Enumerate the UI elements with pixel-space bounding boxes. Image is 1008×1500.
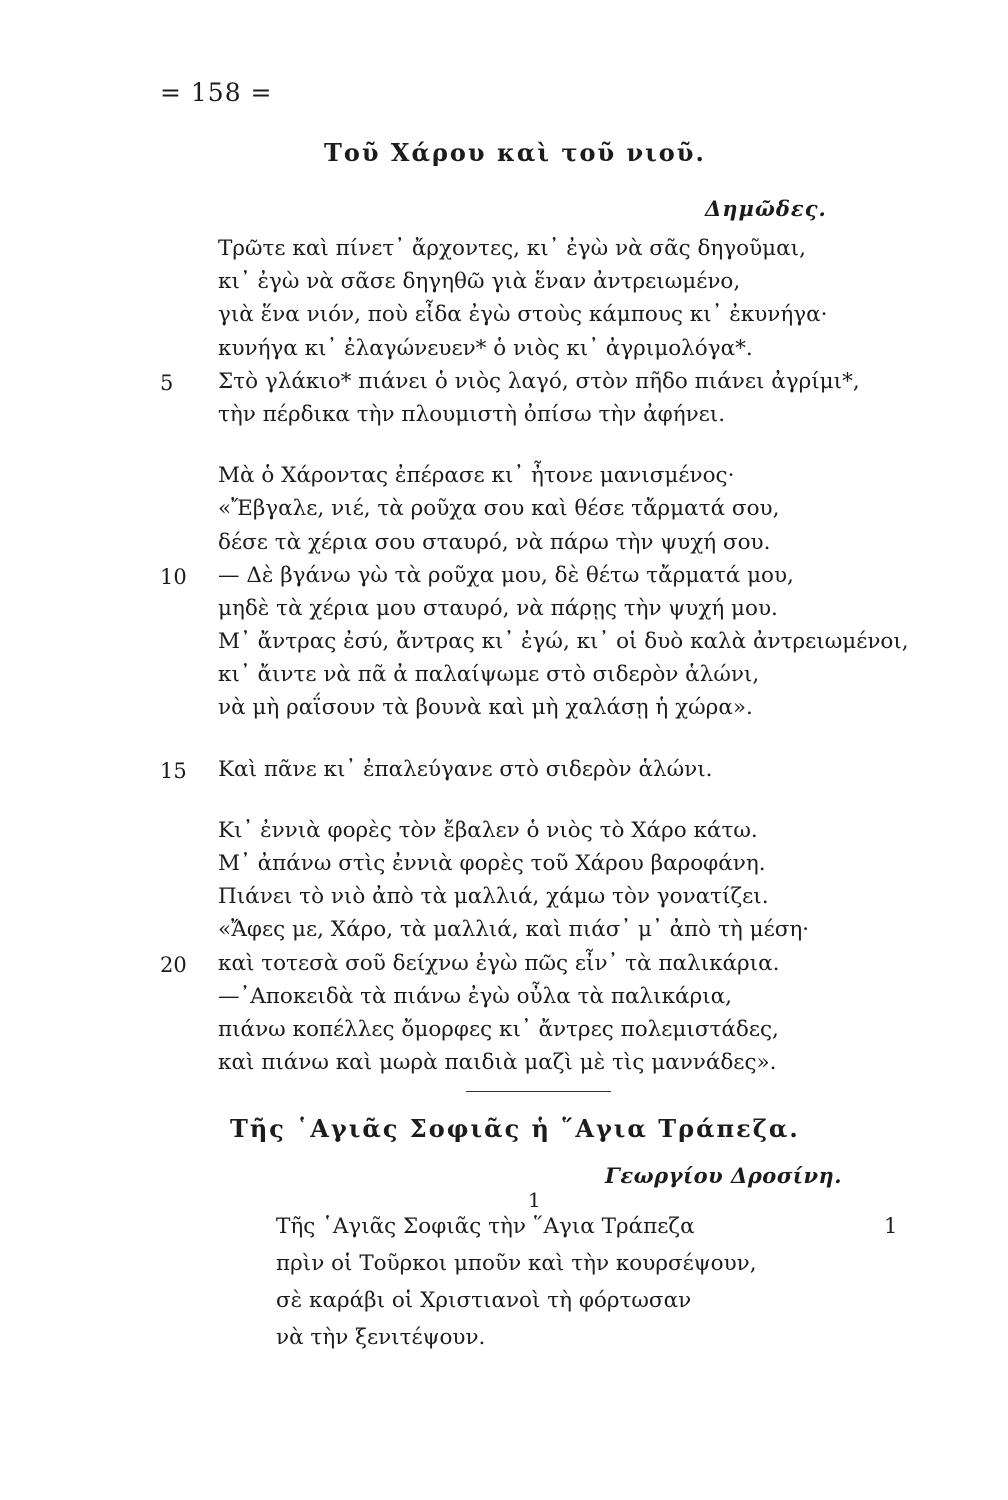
verse-text: πιάνω κοπέλλες ὄμορφες κι᾿ ἄντρες πολεμιστάδες,	[218, 1016, 779, 1042]
verse-text: καὶ πιάνω καὶ μωρὰ παιδιὰ μαζὶ μὲ τὶς μαννάδες».	[218, 1050, 777, 1076]
verse-line	[0, 629, 1008, 662]
verse-text: —᾿Αποκειδὰ τὰ πιάνω ἐγὼ οὖλα τὰ παλικάρια,	[218, 983, 732, 1009]
verse-text: Στὸ γλάκιο* πιάνει ὁ νιὸς λαγό, στὸν πῆδο πιάνει ἀγρίμι*,	[218, 368, 860, 394]
verse-text: Μὰ ὁ Χάροντας ἐπέρασε κι᾿ ἦτονε μανισμένος·	[218, 463, 735, 489]
verse-text: γιὰ ἕνα νιόν, ποὺ εἶδα ἐγὼ στοὺς κάμπους κι᾿ ἐκυνήγα·	[218, 302, 828, 328]
verse-line	[0, 851, 1008, 884]
line-number: 20	[160, 952, 187, 977]
poem-title: Τοῦ Χάρου καὶ τοῦ νιοῦ.	[324, 138, 706, 167]
verse-text: Μ᾿ ἀπάνω στὶς ἐννιὰ φορὲς τοῦ Χάρου βαροφάνη.	[218, 851, 766, 876]
section-divider	[466, 1091, 611, 1092]
verse-line	[0, 236, 1008, 269]
verse-line	[0, 757, 1008, 790]
verse-line	[0, 269, 1008, 302]
verse-text: Τῆς ῾Αγιᾶς Σοφιᾶς τὴν ῞Αγια Τράπεζα	[276, 1214, 695, 1239]
verse-line	[0, 336, 1008, 369]
verse-line	[0, 302, 1008, 335]
verse-text: — Δὲ βγάνω γὼ τὰ ροῦχα μου, δὲ θέτω τἄρματά μου,	[218, 562, 794, 588]
stanza-gap	[0, 729, 1008, 757]
verse-text: τὴν πέρδικα τὴν πλουμιστὴ ὀπίσω τὴν ἀφήνει.	[218, 401, 726, 427]
verse-text: κι᾿ ἄιντε νὰ πᾶ ἀ παλαίψωμε στὸ σιδερὸν ἁλώνι,	[218, 662, 760, 688]
verse-text: σὲ καράβι οἱ Χριστιανοὶ τὴ φόρτωσαν	[276, 1288, 692, 1313]
verse-text: «Ἄφες με, Χάρο, τὰ μαλλιά, καὶ πιάσ᾿ μ᾿ ἀπὸ τὴ μέση·	[218, 917, 810, 943]
verse-line	[0, 662, 1008, 695]
poem-author-2: Γεωργίου Δροσίνη.	[605, 1163, 843, 1188]
stanza-gap	[0, 790, 1008, 818]
verse-line	[0, 917, 1008, 950]
verse-line	[0, 984, 1008, 1017]
verse-line	[0, 563, 1008, 596]
poem-attribution: Δημῶδες.	[705, 196, 827, 221]
verse-line	[0, 496, 1008, 529]
verse-line	[0, 1325, 1008, 1362]
margin-line-number: 1	[884, 1214, 898, 1238]
verse-line	[0, 818, 1008, 851]
verse-text: Τρῶτε καὶ πίνετ᾿ ἄρχοντες, κι᾿ ἐγὼ νὰ σᾶς δηγοῦμαι,	[218, 236, 806, 261]
verse-line	[0, 1214, 1008, 1251]
verse-line	[0, 884, 1008, 917]
verse-text: Κι᾿ ἐννιὰ φορὲς τὸν ἔβαλεν ὁ νιὸς τὸ Χάρο κάτω.	[218, 817, 758, 843]
line-number: 15	[160, 758, 187, 783]
stanza-number: 1	[528, 1188, 541, 1212]
verse-line	[0, 951, 1008, 984]
page-number: = 158 =	[160, 78, 273, 107]
verse-text: κυνήγα κι᾿ ἐλαγώνευεν* ὁ νιὸς κι᾿ ἀγριμολόγα*.	[218, 335, 753, 361]
verse-line	[0, 530, 1008, 563]
verse-line	[0, 1017, 1008, 1050]
verse-text: κι᾿ ἐγὼ νὰ σᾶσε δηγηθῶ γιὰ ἕναν ἀντρειωμένο,	[218, 269, 741, 295]
verse-text: δέσε τὰ χέρια σου σταυρό, νὰ πάρω τὴν ψυχή σου.	[218, 529, 771, 555]
verse-line	[0, 1050, 1008, 1083]
verse-line	[0, 463, 1008, 496]
verse-text: μηδὲ τὰ χέρια μου σταυρό, νὰ πάρῃς τὴν ψυχή μου.	[218, 595, 778, 621]
line-number: 5	[160, 370, 174, 395]
verse-text: πρὶν οἱ Τοῦρκοι μποῦν καὶ τὴν κουρσέψουν,	[276, 1251, 757, 1276]
verse-line	[0, 369, 1008, 402]
line-number: 10	[160, 564, 187, 589]
verse-text: νὰ μὴ ραΐσουν τὰ βουνὰ καὶ μὴ χαλάσῃ ἡ χώρα».	[218, 695, 753, 721]
verse-line	[0, 695, 1008, 728]
poem-body-2	[0, 1214, 1008, 1362]
stanza-gap	[0, 435, 1008, 463]
verse-line	[0, 596, 1008, 629]
verse-text: καὶ τοτεσὰ σοῦ δείχνω ἐγὼ πῶς εἶν᾿ τὰ παλικάρια.	[218, 950, 780, 976]
verse-text: Καὶ πᾶνε κι᾿ ἐπαλεύγανε στὸ σιδερὸν ἁλώνι.	[218, 756, 713, 782]
verse-text: «Ἔβγαλε, νιέ, τὰ ροῦχα σου καὶ θέσε τἄρματά σου,	[218, 496, 780, 522]
verse-text: Πιάνει τὸ νιὸ ἀπὸ τὰ μαλλιά, χάμω τὸν γονατίζει.	[218, 884, 769, 910]
verse-text: νὰ τὴν ξενιτέψουν.	[276, 1325, 486, 1350]
verse-text: Μ᾿ ἄντρας ἐσύ, ἄντρας κι᾿ ἐγώ, κι᾿ οἱ δυὸ καλὰ ἀντρειωμένοι,	[218, 629, 909, 655]
poem-body	[0, 236, 1008, 1083]
poem-title-2: Τῆς ῾Αγιᾶς Σοφιᾶς ἡ ῞Αγια Τράπεζα.	[230, 1114, 800, 1143]
verse-line	[0, 402, 1008, 435]
verse-line	[0, 1251, 1008, 1288]
verse-line	[0, 1288, 1008, 1325]
